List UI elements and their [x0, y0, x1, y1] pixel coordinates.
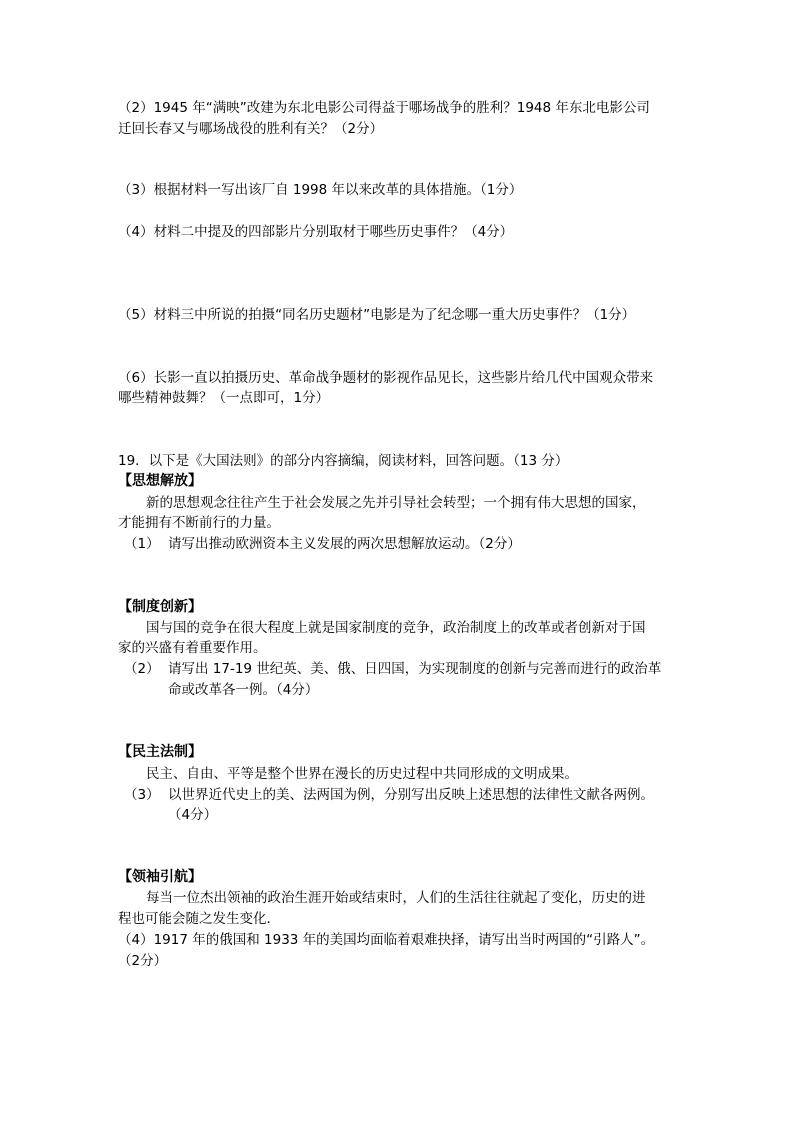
q6-line-2: 哪些精神鼓舞？（一点即可，1分） [118, 390, 330, 406]
section-thought-para-1: 新的思想观念往往产生于社会发展之先并引导社会转型；一个拥有伟大思想的国家， [146, 495, 646, 511]
q19-3-line-1: 以世界近代史上的美、法两国为例，分别写出反映上述思想的法律性文献各两例。 [168, 787, 654, 803]
q19-2-line-2: 命或改革各一例。（4分） [168, 682, 319, 698]
section-heading-democracy: 【民主法制】 [118, 744, 202, 760]
section-thought-para-2: 才能拥有不断前行的力量。 [118, 515, 280, 531]
q19-1-number: （1） [124, 536, 160, 552]
q6-line-1: （6）长影一直以拍摄历史、革命战争题材的影视作品见长，这些影片给几代中国观众带来 [118, 370, 654, 386]
section-leader-para-1: 每当一位杰出领袖的政治生涯开始或结束时，人们的生活往往就起了变化，历史的进 [146, 890, 646, 906]
q4-text: （4）材料二中提及的四部影片分别取材于哪些历史事件？（4分） [118, 224, 514, 240]
q19-3-line-2: （4分） [168, 807, 218, 823]
q2-line-2: 迁回长春又与哪场战役的胜利有关？（2分） [118, 121, 384, 137]
q19-3-number: （3） [124, 787, 160, 803]
q19-2-line-1: 请写出 17-19 世纪英、美、俄、日四国，为实现制度的创新与完善而进行的政治革 [168, 661, 662, 677]
q3-text: （3）根据材料一写出该厂自 1998 年以来改革的具体措施。（1分） [118, 182, 523, 198]
section-heading-leader: 【领袖引航】 [118, 869, 202, 885]
section-system-para-1: 国与国的竞争在很大程度上就是国家制度的竞争，政治制度上的改革或者创新对于国 [146, 620, 646, 636]
section-democracy-para-1: 民主、自由、平等是整个世界在漫长的历史过程中共同形成的文明成果。 [146, 766, 578, 782]
q2-line-1: （2）1945 年“满映”改建为东北电影公司得益于哪场战争的胜利？1948 年东北电影公司 [118, 100, 650, 116]
q19-intro: 19．以下是《大国法则》的部分内容摘编，阅读材料，回答问题。（13 分） [118, 453, 569, 469]
section-heading-thought: 【思想解放】 [118, 473, 202, 489]
section-system-para-2: 家的兴盛有着重要作用。 [118, 640, 267, 656]
q19-1-text: 请写出推动欧洲资本主义发展的两次思想解放运动。（2分） [168, 536, 521, 552]
q19-4-line-2: （2分） [118, 953, 168, 969]
section-leader-para-2: 程也可能会随之发生变化． [118, 911, 280, 927]
q19-2-number: （2） [124, 661, 160, 677]
q19-4-line-1: （4）1917 年的俄国和 1933 年的美国均面临着艰难抉择，请写出当时两国的“引路人”。 [118, 932, 655, 948]
section-heading-system: 【制度创新】 [118, 599, 202, 615]
q5-text: （5）材料三中所说的拍摄“同名历史题材”电影是为了纪念哪一重大历史事件？（1分） [118, 307, 636, 323]
